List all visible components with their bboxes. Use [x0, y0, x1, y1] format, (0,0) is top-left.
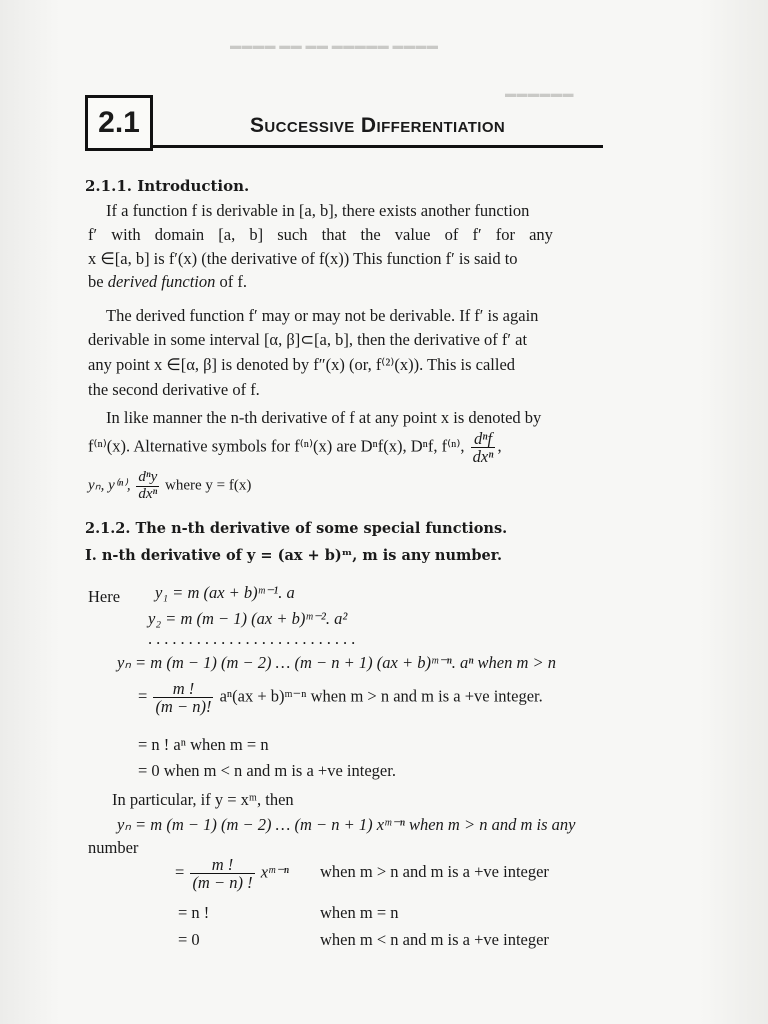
section-number: 2.1 [98, 106, 140, 139]
fraction-dny-dxn [136, 470, 159, 503]
fraction-dnf-dxn [471, 430, 496, 466]
cond-m-greater-n: when m > n and m is a +ve integer [320, 862, 549, 881]
intro-p3-line3 [88, 470, 251, 503]
eq-n-factorial: = n ! [178, 903, 210, 922]
fraction-numerator: dⁿf [471, 430, 496, 448]
intro-p1-line2: f′ with domain [a, b] such that the value of f′ for any [88, 225, 553, 244]
fraction-m-factorial-2 [190, 856, 254, 892]
text-run: yₙ, y⁽ⁿ⁾, [88, 477, 131, 494]
special-heading: 2.1.2. The n-th derivative of some special functions. [85, 520, 508, 537]
intro-p2-line1: The derived function f′ may or may not be derivable. If f′ is again [106, 306, 539, 325]
text-run: of f. [215, 272, 248, 291]
intro-p1-line1: If a function f is derivable in [a, b], there exists another function [106, 201, 530, 220]
intro-p2-line4: the second derivative of f. [88, 380, 260, 399]
header-rule [153, 145, 603, 148]
cond-m-equals-n: when m = n [320, 903, 399, 922]
intro-p1-line3: x ∈[a, b] is f′(x) (the derivative of f(x)) This function f′ is said to [88, 249, 518, 268]
text-run: , [497, 436, 502, 456]
text-run: = [138, 686, 148, 706]
fraction-denominator: dxⁿ [472, 447, 494, 467]
cond-m-less-n: when m < n and m is a +ve integer [320, 930, 549, 949]
eq-yn: yₙ = m (m − 1) (m − 2) … (m − n + 1) (ax + b)ᵐ⁻ⁿ. aⁿ when m > n [117, 653, 557, 672]
derived-function-term: derived function [107, 272, 216, 291]
item-1-heading: I. n-th derivative of y = (ax + b)ᵐ, m is any number. [85, 547, 503, 564]
intro-p1-line4 [88, 272, 247, 292]
ellipsis-row: .......................... [148, 629, 360, 648]
text-run: f⁽ⁿ⁾(x). Alternative symbols for f⁽ⁿ⁾(x) are Dⁿf(x), Dⁿf, f⁽ⁿ⁾, [88, 436, 465, 456]
fraction-denominator: (m − n)! [155, 697, 212, 717]
fraction-numerator: dⁿy [138, 469, 158, 485]
intro-p2-line2: derivable in some interval [α, β]⊂[a, b], then the derivative of f′ at [88, 330, 528, 349]
eq-m-equals-n: = n ! aⁿ when m = n [138, 735, 269, 754]
eq-y1: y₁ = m (ax + b)ᵐ⁻¹. a [155, 583, 295, 602]
bleed-through-text: ▬▬▬▬ ▬▬ ▬▬ ▬▬▬▬▬ ▬▬▬▬ [230, 40, 439, 52]
eq-power-ratio [175, 856, 289, 892]
text-run: = [175, 862, 185, 882]
text-run: aⁿ(ax + b)ᵐ⁻ⁿ when m > n and m is a +ve integer. [219, 686, 543, 706]
section-title: Successive Differentiation [250, 114, 506, 137]
text-run: where y = f(x) [165, 477, 252, 494]
fraction-numerator: m ! [153, 680, 213, 698]
intro-p3-line1: In like manner the n-th derivative of f at any point x is denoted by [106, 408, 542, 427]
fraction-m-factorial [153, 680, 213, 716]
bleed-through-text-2: ▬▬▬▬▬▬ [505, 88, 574, 100]
intro-heading: 2.1.1. Introduction. [85, 177, 250, 195]
fraction-denominator: (m − n) ! [192, 873, 253, 893]
eq-yn-power: yₙ = m (m − 1) (m − 2) … (m − n + 1) xᵐ⁻ⁿ when m > n and m is any [117, 815, 576, 834]
text-run: xᵐ⁻ⁿ [260, 862, 289, 882]
intro-p3-line2 [88, 430, 502, 466]
eq-y2: y₂ = m (m − 1) (ax + b)ᵐ⁻². a² [148, 609, 348, 628]
here-label: Here [88, 587, 121, 606]
section-number-box [85, 95, 153, 151]
particular-case: In particular, if y = xᵐ, then [112, 790, 294, 809]
number-word: number [88, 838, 139, 857]
eq-m-less-n: = 0 when m < n and m is a +ve integer. [138, 761, 396, 780]
eq-factorial-ratio [138, 680, 543, 716]
eq-zero: = 0 [178, 930, 200, 949]
fraction-numerator: m ! [190, 856, 254, 874]
fraction-denominator: dxⁿ [138, 485, 158, 502]
text-run: be [88, 272, 108, 291]
intro-p2-line3: any point x ∈[α, β] is denoted by f″(x) (or, f⁽²⁾(x)). This is called [88, 355, 516, 374]
